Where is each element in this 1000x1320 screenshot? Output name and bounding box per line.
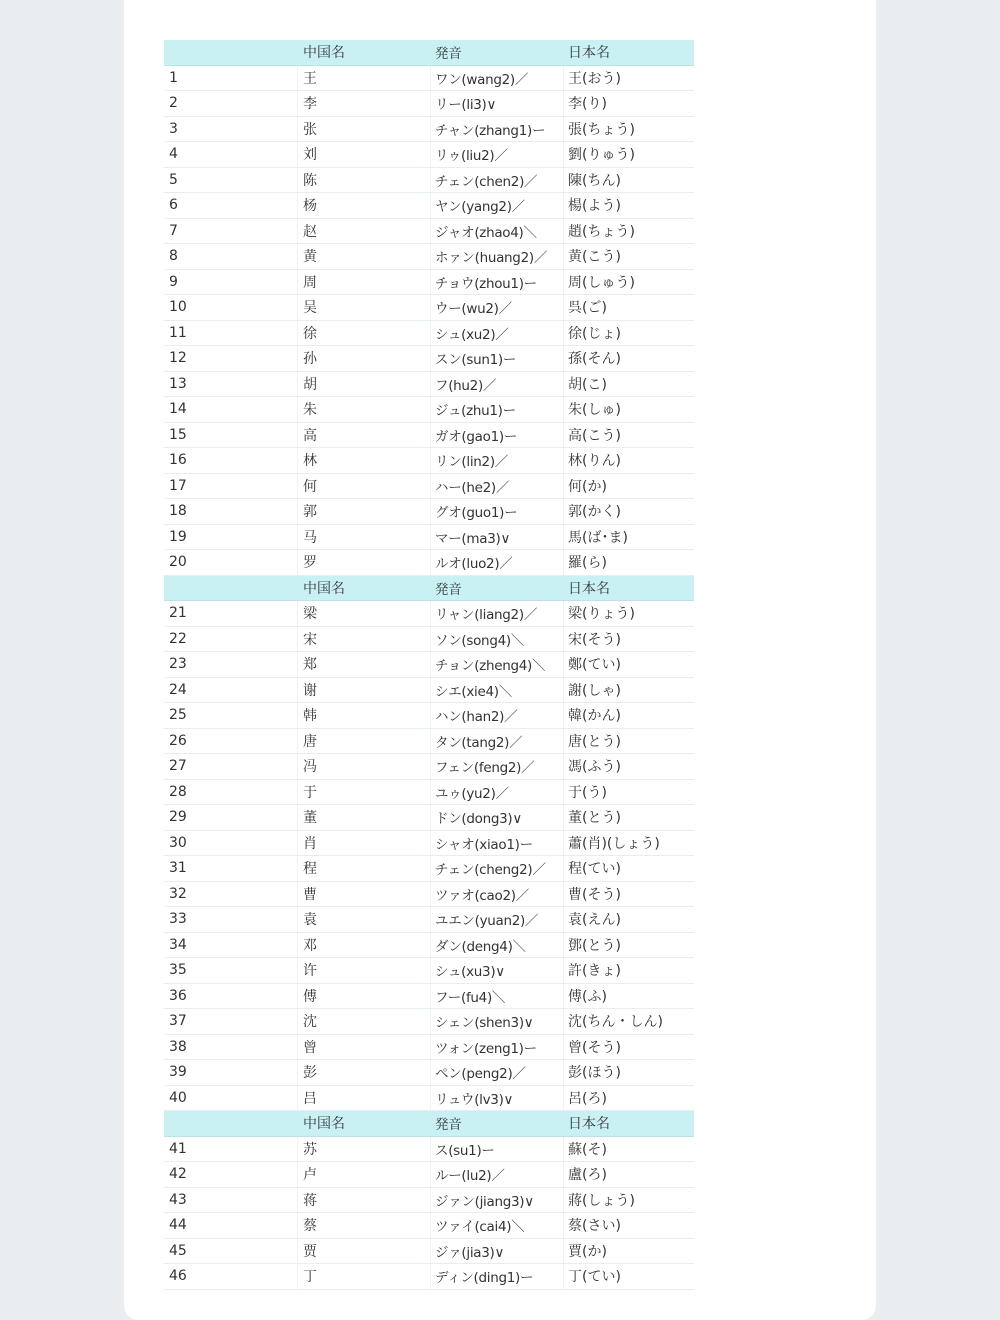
pronunciation: フー(fu4)＼	[430, 984, 563, 1009]
row-number: 23	[169, 656, 187, 673]
row-number: 2	[169, 95, 178, 112]
table-row	[164, 1162, 694, 1188]
table-row	[164, 346, 694, 372]
row-number: 42	[169, 1166, 187, 1183]
table-row	[164, 525, 694, 551]
chinese-name: 徐	[297, 321, 430, 346]
row-number: 4	[169, 146, 178, 163]
row-number: 37	[169, 1013, 187, 1030]
header-number	[164, 1111, 297, 1136]
row-number: 5	[169, 171, 178, 188]
header-pronunciation: 発音	[435, 46, 462, 63]
table-row	[164, 831, 694, 857]
chinese-name: 郭	[297, 499, 430, 524]
row-number: 45	[169, 1242, 187, 1259]
japanese-name: 丁(てい)	[563, 1264, 694, 1289]
japanese-name: 劉(りゅう)	[563, 142, 694, 167]
table-row	[164, 678, 694, 704]
pronunciation: フェン(feng2)／	[430, 754, 563, 779]
japanese-name: 陳(ちん)	[563, 168, 694, 193]
table-row	[164, 780, 694, 806]
japanese-name: 呉(ご)	[563, 295, 694, 320]
header-number	[164, 40, 297, 65]
chinese-name: 吕	[297, 1086, 430, 1111]
row-number: 46	[169, 1268, 187, 1285]
row-number: 36	[169, 987, 187, 1004]
row-number: 41	[169, 1140, 187, 1157]
header-pronunciation: 発音	[435, 1117, 462, 1134]
chinese-name: 许	[297, 958, 430, 983]
japanese-name: 孫(そん)	[563, 346, 694, 371]
japanese-name: 韓(かん)	[563, 703, 694, 728]
pronunciation: マー(ma3)∨	[430, 525, 563, 550]
japanese-name: 王(おう)	[563, 66, 694, 91]
pronunciation: ツォン(zeng1)ー	[430, 1035, 563, 1060]
pronunciation: リー(li3)∨	[430, 91, 563, 116]
table-row	[164, 958, 694, 984]
table-row	[164, 703, 694, 729]
chinese-name: 卢	[297, 1162, 430, 1187]
table-row	[164, 729, 694, 755]
pronunciation: シュ(xu3)∨	[430, 958, 563, 983]
chinese-name: 马	[297, 525, 430, 550]
row-number: 13	[169, 375, 187, 392]
row-number: 34	[169, 936, 187, 953]
pronunciation: チョウ(zhou1)ー	[430, 270, 563, 295]
chinese-name: 陈	[297, 168, 430, 193]
pronunciation: シェン(shen3)∨	[430, 1009, 563, 1034]
row-number: 12	[169, 350, 187, 367]
row-number: 40	[169, 1089, 187, 1106]
table-row	[164, 907, 694, 933]
table-row	[164, 550, 694, 576]
row-number: 17	[169, 477, 187, 494]
chinese-name: 邓	[297, 933, 430, 958]
japanese-name: 周(しゅう)	[563, 270, 694, 295]
chinese-name: 沈	[297, 1009, 430, 1034]
pronunciation: チェン(cheng2)／	[430, 856, 563, 881]
row-number: 6	[169, 197, 178, 214]
table-row	[164, 244, 694, 270]
row-number: 18	[169, 503, 187, 520]
japanese-name: 曹(そう)	[563, 882, 694, 907]
table-row	[164, 627, 694, 653]
pronunciation: ホァン(huang2)／	[430, 244, 563, 269]
chinese-name: 冯	[297, 754, 430, 779]
table-row	[164, 933, 694, 959]
row-number: 39	[169, 1064, 187, 1081]
pronunciation: ヤン(yang2)／	[430, 193, 563, 218]
header-row	[164, 40, 694, 66]
row-number: 43	[169, 1191, 187, 1208]
chinese-name: 孙	[297, 346, 430, 371]
chinese-name: 彭	[297, 1060, 430, 1085]
japanese-name: 唐(とう)	[563, 729, 694, 754]
chinese-name: 张	[297, 117, 430, 142]
japanese-name: 胡(こ)	[563, 372, 694, 397]
pronunciation: ジャオ(zhao4)＼	[430, 219, 563, 244]
chinese-name: 赵	[297, 219, 430, 244]
row-number: 16	[169, 452, 187, 469]
chinese-name: 刘	[297, 142, 430, 167]
row-number: 10	[169, 299, 187, 316]
chinese-name: 曾	[297, 1035, 430, 1060]
row-number: 24	[169, 681, 187, 698]
table-row	[164, 168, 694, 194]
table-row	[164, 1213, 694, 1239]
japanese-name: 張(ちょう)	[563, 117, 694, 142]
japanese-name: 蔣(しょう)	[563, 1188, 694, 1213]
pronunciation: ユゥ(yu2)／	[430, 780, 563, 805]
table-row	[164, 1009, 694, 1035]
pronunciation: ウー(wu2)／	[430, 295, 563, 320]
header-japanese-name: 日本名	[568, 580, 610, 597]
chinese-name: 朱	[297, 397, 430, 422]
row-number: 32	[169, 885, 187, 902]
chinese-name: 周	[297, 270, 430, 295]
japanese-name: 何(か)	[563, 474, 694, 499]
pronunciation: ダン(deng4)＼	[430, 933, 563, 958]
chinese-name: 王	[297, 66, 430, 91]
japanese-name: 蕭(肖)(しょう)	[563, 831, 694, 856]
table-row	[164, 652, 694, 678]
pronunciation: リャン(liang2)／	[430, 601, 563, 626]
japanese-name: 趙(ちょう)	[563, 219, 694, 244]
japanese-name: 許(きょ)	[563, 958, 694, 983]
chinese-name: 肖	[297, 831, 430, 856]
pronunciation: ジァ(jia3)∨	[430, 1239, 563, 1264]
japanese-name: 朱(しゅ)	[563, 397, 694, 422]
chinese-name: 苏	[297, 1137, 430, 1162]
table-row	[164, 1086, 694, 1112]
pronunciation: リン(lin2)／	[430, 448, 563, 473]
chinese-name: 程	[297, 856, 430, 881]
japanese-name: 董(とう)	[563, 805, 694, 830]
japanese-name: 呂(ろ)	[563, 1086, 694, 1111]
table-row	[164, 1060, 694, 1086]
table-row	[164, 193, 694, 219]
pronunciation: ジュ(zhu1)ー	[430, 397, 563, 422]
header-number	[164, 576, 297, 601]
table-row	[164, 856, 694, 882]
table-row	[164, 1137, 694, 1163]
pronunciation: ワン(wang2)／	[430, 66, 563, 91]
row-number: 1	[169, 69, 178, 86]
row-number: 28	[169, 783, 187, 800]
japanese-name: 梁(りょう)	[563, 601, 694, 626]
row-number: 7	[169, 222, 178, 239]
japanese-name: 林(りん)	[563, 448, 694, 473]
header-row	[164, 576, 694, 602]
japanese-name: 袁(えん)	[563, 907, 694, 932]
pronunciation: シエ(xie4)＼	[430, 678, 563, 703]
japanese-name: 馬(ば･ま)	[563, 525, 694, 550]
pronunciation: ディン(ding1)ー	[430, 1264, 563, 1289]
chinese-name: 谢	[297, 678, 430, 703]
pronunciation: ジァン(jiang3)∨	[430, 1188, 563, 1213]
japanese-name: 徐(じょ)	[563, 321, 694, 346]
row-number: 11	[169, 324, 187, 341]
row-number: 29	[169, 809, 187, 826]
japanese-name: 李(り)	[563, 91, 694, 116]
japanese-name: 曾(そう)	[563, 1035, 694, 1060]
table-row	[164, 448, 694, 474]
table-row	[164, 295, 694, 321]
chinese-name: 蒋	[297, 1188, 430, 1213]
chinese-name: 贾	[297, 1239, 430, 1264]
table-row	[164, 423, 694, 449]
pronunciation: ルオ(luo2)／	[430, 550, 563, 575]
japanese-name: 鄭(てい)	[563, 652, 694, 677]
chinese-name: 李	[297, 91, 430, 116]
row-number: 19	[169, 528, 187, 545]
surname-table	[164, 40, 694, 1290]
pronunciation: ソン(song4)＼	[430, 627, 563, 652]
chinese-name: 胡	[297, 372, 430, 397]
chinese-name: 林	[297, 448, 430, 473]
chinese-name: 蔡	[297, 1213, 430, 1238]
japanese-name: 楊(よう)	[563, 193, 694, 218]
pronunciation: フ(hu2)／	[430, 372, 563, 397]
pronunciation: ガオ(gao1)ー	[430, 423, 563, 448]
japanese-name: 賈(か)	[563, 1239, 694, 1264]
japanese-name: 程(てい)	[563, 856, 694, 881]
japanese-name: 黄(こう)	[563, 244, 694, 269]
row-number: 25	[169, 707, 187, 724]
header-japanese-name: 日本名	[568, 45, 610, 62]
pronunciation: ペン(peng2)／	[430, 1060, 563, 1085]
pronunciation: スン(sun1)ー	[430, 346, 563, 371]
pronunciation: リゥ(liu2)／	[430, 142, 563, 167]
table-row	[164, 499, 694, 525]
japanese-name: 馮(ふう)	[563, 754, 694, 779]
table-row	[164, 754, 694, 780]
row-number: 22	[169, 630, 187, 647]
table-row	[164, 474, 694, 500]
row-number: 21	[169, 605, 187, 622]
chinese-name: 杨	[297, 193, 430, 218]
japanese-name: 宋(そう)	[563, 627, 694, 652]
japanese-name: 彭(ほう)	[563, 1060, 694, 1085]
pronunciation: ルー(lu2)／	[430, 1162, 563, 1187]
pronunciation: ハー(he2)／	[430, 474, 563, 499]
table-row	[164, 984, 694, 1010]
chinese-name: 于	[297, 780, 430, 805]
header-chinese-name: 中国名	[303, 45, 345, 62]
table-row	[164, 882, 694, 908]
table-row	[164, 1264, 694, 1290]
row-number: 30	[169, 834, 187, 851]
table-row	[164, 372, 694, 398]
row-number: 9	[169, 273, 178, 290]
pronunciation: チェン(chen2)／	[430, 168, 563, 193]
pronunciation: ユエン(yuan2)／	[430, 907, 563, 932]
header-chinese-name: 中国名	[303, 1116, 345, 1133]
table-row	[164, 66, 694, 92]
row-number: 8	[169, 248, 178, 265]
pronunciation: リュウ(lv3)∨	[430, 1086, 563, 1111]
chinese-name: 丁	[297, 1264, 430, 1289]
row-number: 14	[169, 401, 187, 418]
table-row	[164, 219, 694, 245]
header-chinese-name: 中国名	[303, 580, 345, 597]
table-row	[164, 321, 694, 347]
pronunciation: ドン(dong3)∨	[430, 805, 563, 830]
chinese-name: 傅	[297, 984, 430, 1009]
row-number: 38	[169, 1038, 187, 1055]
chinese-name: 袁	[297, 907, 430, 932]
pronunciation: ツァオ(cao2)／	[430, 882, 563, 907]
pronunciation: タン(tang2)／	[430, 729, 563, 754]
header-japanese-name: 日本名	[568, 1116, 610, 1133]
japanese-name: 郭(かく)	[563, 499, 694, 524]
japanese-name: 謝(しゃ)	[563, 678, 694, 703]
pronunciation: シュ(xu2)／	[430, 321, 563, 346]
row-number: 35	[169, 962, 187, 979]
row-number: 31	[169, 860, 187, 877]
pronunciation: グオ(guo1)ー	[430, 499, 563, 524]
table-row	[164, 805, 694, 831]
header-row	[164, 1111, 694, 1137]
chinese-name: 何	[297, 474, 430, 499]
pronunciation: ツァイ(cai4)＼	[430, 1213, 563, 1238]
japanese-name: 于(う)	[563, 780, 694, 805]
chinese-name: 韩	[297, 703, 430, 728]
row-number: 26	[169, 732, 187, 749]
table-row	[164, 1239, 694, 1265]
chinese-name: 唐	[297, 729, 430, 754]
chinese-name: 董	[297, 805, 430, 830]
table-row	[164, 397, 694, 423]
pronunciation: ス(su1)ー	[430, 1137, 563, 1162]
row-number: 15	[169, 426, 187, 443]
japanese-name: 傅(ふ)	[563, 984, 694, 1009]
chinese-name: 梁	[297, 601, 430, 626]
japanese-name: 羅(ら)	[563, 550, 694, 575]
row-number: 20	[169, 554, 187, 571]
table-row	[164, 601, 694, 627]
pronunciation: チョン(zheng4)＼	[430, 652, 563, 677]
japanese-name: 高(こう)	[563, 423, 694, 448]
chinese-name: 罗	[297, 550, 430, 575]
chinese-name: 曹	[297, 882, 430, 907]
pronunciation: ハン(han2)／	[430, 703, 563, 728]
table-row	[164, 91, 694, 117]
table-row	[164, 1035, 694, 1061]
chinese-name: 高	[297, 423, 430, 448]
table-row	[164, 117, 694, 143]
japanese-name: 盧(ろ)	[563, 1162, 694, 1187]
japanese-name: 蘇(そ)	[563, 1137, 694, 1162]
row-number: 3	[169, 120, 178, 137]
row-number: 33	[169, 911, 187, 928]
header-pronunciation: 発音	[435, 581, 462, 598]
row-number: 44	[169, 1217, 187, 1234]
pronunciation: シャオ(xiao1)ー	[430, 831, 563, 856]
chinese-name: 宋	[297, 627, 430, 652]
chinese-name: 郑	[297, 652, 430, 677]
chinese-name: 吴	[297, 295, 430, 320]
table-row	[164, 142, 694, 168]
chinese-name: 黄	[297, 244, 430, 269]
table-row	[164, 1188, 694, 1214]
japanese-name: 沈(ちん・しん)	[563, 1009, 694, 1034]
japanese-name: 蔡(さい)	[563, 1213, 694, 1238]
table-row	[164, 270, 694, 296]
pronunciation: チャン(zhang1)ー	[430, 117, 563, 142]
japanese-name: 鄧(とう)	[563, 933, 694, 958]
row-number: 27	[169, 758, 187, 775]
